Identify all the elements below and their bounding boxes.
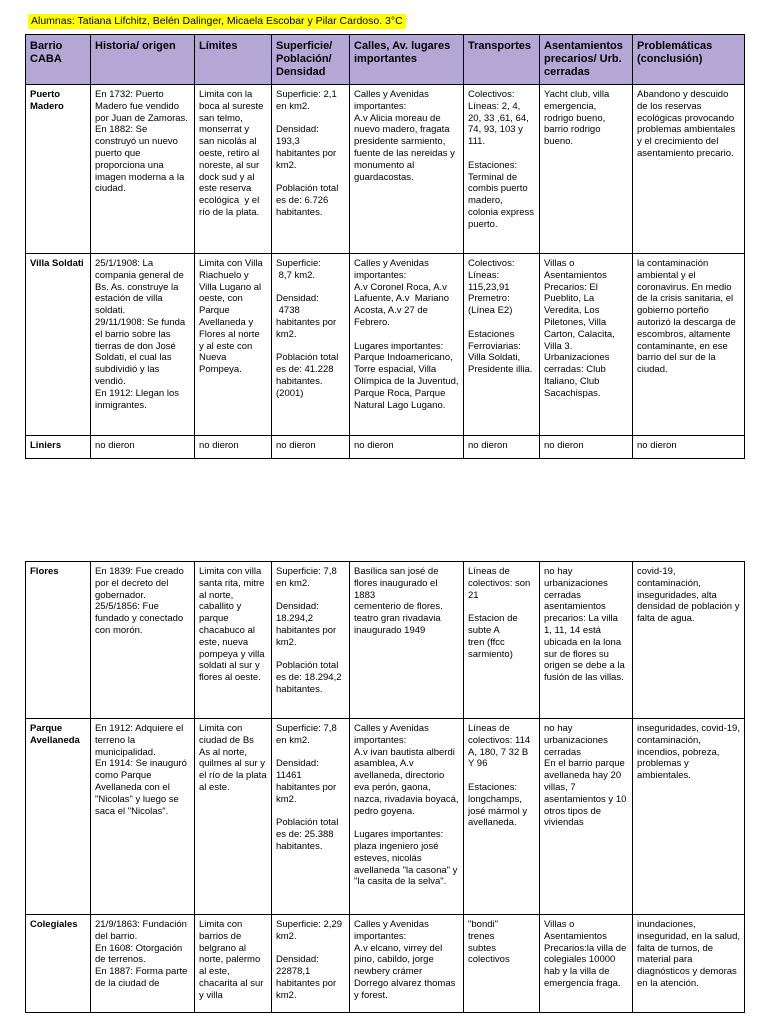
col-header-calles: Calles, Av. lugares importantes bbox=[350, 35, 464, 85]
limites-cell: no dieron bbox=[195, 436, 272, 459]
calles-cell: Calles y Avenidas importantes: A.v Alicia moreau de nuevo madero, fragata presidente sarmiento, fuente de las nereidas y monumento al guardacostas. bbox=[350, 85, 464, 254]
table-row bbox=[26, 562, 745, 719]
calles-cell: Calles y Avenidas importantes: A.v elcano, virrey del pino, cabildo, jorge newbery crámer Dorrego alvarez thomas y forest. bbox=[350, 915, 464, 1013]
transportes-cell: Colectivos: Líneas: 115,23,91 Premetro: (Línea E2) Estaciones Ferroviarias: Villa Soldati, Presidente illia. bbox=[464, 254, 540, 436]
calles-cell: no dieron bbox=[350, 436, 464, 459]
col-header-barrio: Barrio CABA bbox=[26, 35, 91, 85]
limites-cell: Limita con la boca al sureste san telmo, monserrat y san nicolás al oeste, retiro al noreste, al sur dock sud y al este reserva ecológica y el río de la plata. bbox=[195, 85, 272, 254]
transportes-cell: Líneas de colectivos: son 21 Estacion de subte A tren (ffcc sarmiento) bbox=[464, 562, 540, 719]
historia-cell: En 1839: Fue creado por el decreto del gobernador. 25/5/1856: Fue fundado y conectado con morón. bbox=[91, 562, 195, 719]
problematicas-cell: inseguridades, covid-19, contaminación, incendios, pobreza, problemas y ambientales. bbox=[633, 719, 745, 915]
asentamientos-cell: no dieron bbox=[540, 436, 633, 459]
col-header-superficie: Superficie/ Población/ Densidad bbox=[272, 35, 350, 85]
neighborhood-table-2 bbox=[25, 561, 745, 1013]
historia-cell: En 1912: Adquiere el terreno la municipalidad. En 1914: Se inauguró como Parque Avellaneda con el "Nicolas" y luego se saca el "Nicolas". bbox=[91, 719, 195, 915]
asentamientos-cell: Villas o Asentamientos Precarios: El Pueblito, La Veredita, Los Piletones, Villa Carton, Calacita, Villa 3. Urbanizaciones cerradas: Club Italiano, Club Sacachispas. bbox=[540, 254, 633, 436]
asentamientos-cell: no hay urbanizaciones cerradas En el barrio parque avellaneda hay 20 villas, 7 asentamientos y 10 otros tipos de viviendas bbox=[540, 719, 633, 915]
historia-cell: 21/9/1863: Fundación del barrio. En 1608: Otorgación de terrenos. En 1887: Forma parte de la ciudad de bbox=[91, 915, 195, 1013]
transportes-cell: Colectivos: Líneas: 2, 4, 20, 33 ,61, 64, 74, 93, 103 y 111. Estaciones: Terminal de combis puerto madero, colonia express puerto. bbox=[464, 85, 540, 254]
limites-cell: Limita con barrios de belgrano al norte, palermo al este, chacarita al sur y villa bbox=[195, 915, 272, 1013]
col-header-limites: Límites bbox=[195, 35, 272, 85]
asentamientos-cell: Villas o Asentamientos Precarios:la villa de colegiales 10000 hab y la villa de emergencia fraga. bbox=[540, 915, 633, 1013]
neighborhood-table-1 bbox=[25, 34, 745, 459]
table-row bbox=[26, 719, 745, 915]
transportes-cell: Líneas de colectivos: 114 A, 180, 7 32 B Y 96 Estaciones: longchamps, josé mármol y avellaneda. bbox=[464, 719, 540, 915]
problematicas-cell: Abandono y descuido de los reservas ecológicas provocando problemas ambientales y el crecimiento del asentamiento precario. bbox=[633, 85, 745, 254]
barrio-cell: Flores bbox=[26, 562, 91, 719]
problematicas-cell: la contaminación ambiental y el coronavirus. En medio de la crisis sanitaria, el gobierno porteño autorizó la descarga de escombros, altamente contaminante, en ese barrio del sur de la ciudad. bbox=[633, 254, 745, 436]
limites-cell: Limita con Villa Riachuelo y Villa Lugano al oeste, con Parque Avellaneda y Flores al norte y al este con Nueva Pompeya. bbox=[195, 254, 272, 436]
barrio-cell: Parque Avellaneda bbox=[26, 719, 91, 915]
barrio-cell: Villa Soldati bbox=[26, 254, 91, 436]
barrio-cell: Puerto Madero bbox=[26, 85, 91, 254]
historia-cell: En 1732: Puerto Madero fue vendido por Juan de Zamoras. En 1882: Se construyó un nuevo puerto que proporciona una imagen moderna a la ciudad. bbox=[91, 85, 195, 254]
asentamientos-cell: Yacht club, villa emergencia, rodrigo bueno, barrio rodrigo bueno. bbox=[540, 85, 633, 254]
barrio-cell: Liniers bbox=[26, 436, 91, 459]
asentamientos-cell: no hay urbanizaciones cerradas asentamientos precarios: La villa 1, 11, 14 está ubicada en la lona sur de flores su origen se debe a la fusión de las villas. bbox=[540, 562, 633, 719]
limites-cell: Limita con villa santa rita, mitre al norte, caballito y parque chacabuco al este, nueva pompeya y villa soldati al sur y flores al oeste. bbox=[195, 562, 272, 719]
superficie-cell: Superficie: 7,8 en km2. Densidad: 18.294,2 habitantes por km2. Población total es de: 18.294,2 habitantes. bbox=[272, 562, 350, 719]
calles-cell: Basílica san josé de flores inaugurado el 1883 cementerio de flores. teatro gran rivadavia inaugurado 1949 bbox=[350, 562, 464, 719]
transportes-cell: "bondi" trenes subtes colectivos bbox=[464, 915, 540, 1013]
calles-cell: Calles y Avenidas importantes: A.v Coronel Roca, A.v Lafuente, A.v Mariano Acosta, A.v 27 de Febrero. Lugares importantes: Parque Indoamericano, Torre espacial, Villa Olímpica de la Juventud, Parque Roca, Parque Natural Lago Lugano. bbox=[350, 254, 464, 436]
historia-cell: 25/1/1908: La compania general de Bs. As. construye la estación de villa soldati. 29/11/1908: Se funda el barrio sobre las tierras de don José Soldati, el cual las subdividió y las vendió. En 1912: Llegan los inmigrantes. bbox=[91, 254, 195, 436]
table-row bbox=[26, 85, 745, 254]
superficie-cell: Superficie: 2,29 km2. Densidad: 22878,1 habitantes por km2. bbox=[272, 915, 350, 1013]
problematicas-cell: inundaciones, inseguridad, en la salud, falta de turnos, de material para diagnósticos y demoras en la atención. bbox=[633, 915, 745, 1013]
historia-cell: no dieron bbox=[91, 436, 195, 459]
barrio-cell: Colegiales bbox=[26, 915, 91, 1013]
table-row bbox=[26, 915, 745, 1013]
superficie-cell: Superficie: 8,7 km2. Densidad: 4738 habitantes por km2. Población total es de: 41.228 habitantes. (2001) bbox=[272, 254, 350, 436]
col-header-asentamientos: Asentamientos precarios/ Urb. cerradas bbox=[540, 35, 633, 85]
problematicas-cell: covid-19, contaminación, inseguridades, alta densidad de población y falta de agua. bbox=[633, 562, 745, 719]
table-row bbox=[26, 436, 745, 459]
table-header-row bbox=[26, 35, 745, 85]
col-header-transportes: Transportes bbox=[464, 35, 540, 85]
superficie-cell: no dieron bbox=[272, 436, 350, 459]
superficie-cell: Superficie: 7,8 en km2. Densidad: 11461 habitantes por km2. Población total es de: 25.388 habitantes. bbox=[272, 719, 350, 915]
superficie-cell: Superficie: 2,1 en km2. Densidad: 193,3 habitantes por km2. Población total es de: 6.726 habitantes. bbox=[272, 85, 350, 254]
students-header: Alumnas: Tatiana Lifchitz, Belén Dalinger, Micaela Escobar y Pilar Cardoso. 3°C bbox=[28, 14, 406, 29]
col-header-historia: Historia/ origen bbox=[91, 35, 195, 85]
problematicas-cell: no dieron bbox=[633, 436, 745, 459]
table-row bbox=[26, 254, 745, 436]
col-header-problematicas: Problemáticas (conclusión) bbox=[633, 35, 745, 85]
transportes-cell: no dieron bbox=[464, 436, 540, 459]
limites-cell: Limita con ciudad de Bs As al norte, quilmes al sur y el río de la plata al este. bbox=[195, 719, 272, 915]
calles-cell: Calles y Avenidas importantes: A.v ivan bautista alberdi asamblea, A.v avellaneda, directorio eva perón, gaona, nazca, rivadavia boyacá, pedro goyena. Lugares importantes: plaza ingeniero josé esteves, nicolás avellaneda "la casona" y "la casita de la selva". bbox=[350, 719, 464, 915]
